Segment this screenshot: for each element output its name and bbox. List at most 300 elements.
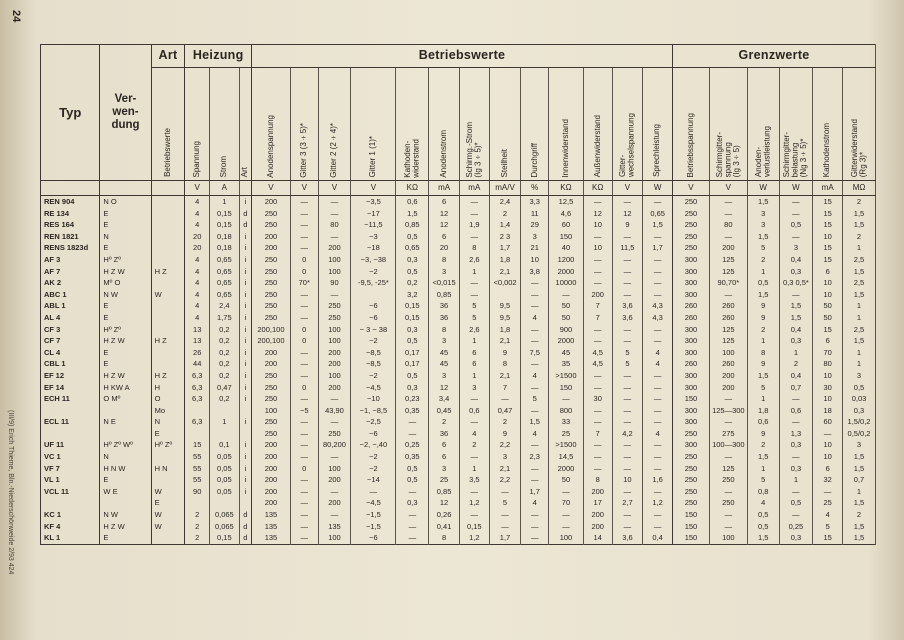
table-cell: — <box>643 370 673 382</box>
table-cell: 1,4 <box>489 219 521 231</box>
table-cell: 0,05 <box>210 486 240 498</box>
table-cell: 0,7 <box>843 474 876 486</box>
table-cell: H Z W <box>100 266 151 278</box>
table-cell: — <box>612 405 643 417</box>
table-cell: — <box>779 509 813 521</box>
table-cell: 250 <box>252 393 291 405</box>
table-cell: 10 <box>813 289 843 301</box>
table-cell: 9 <box>747 300 779 312</box>
table-cell: 3,8 <box>521 266 549 278</box>
table-cell: 36 <box>429 312 460 324</box>
table-cell: 0,3 <box>779 335 813 347</box>
unit-cell: A <box>210 181 240 196</box>
table-cell: 300 <box>673 405 710 417</box>
table-row <box>41 451 876 463</box>
table-cell: 70* <box>290 277 318 289</box>
table-cell: 1,2 <box>459 532 489 544</box>
table-cell: 200 <box>252 474 291 486</box>
table-cell: 0,85 <box>429 486 460 498</box>
table-cell: H N <box>151 463 185 475</box>
table-cell: −11,5 <box>351 219 396 231</box>
table-cell: — <box>459 196 489 208</box>
table-cell: — <box>318 509 351 521</box>
table-row <box>41 474 876 486</box>
table-cell: 0,5 <box>779 219 813 231</box>
table-cell: 32 <box>813 474 843 486</box>
table-cell: — <box>521 509 549 521</box>
table-row <box>41 358 876 370</box>
table-cell: 2,1 <box>489 335 521 347</box>
table-cell: 5 <box>612 358 643 370</box>
table-cell: — <box>459 289 489 301</box>
table-cell: — <box>459 393 489 405</box>
table-cell: — <box>612 196 643 208</box>
table-cell: E <box>100 300 151 312</box>
table-cell: 0,6 <box>747 416 779 428</box>
table-cell: 100 <box>549 532 584 544</box>
table-cell: 250 <box>673 242 710 254</box>
table-cell: 200 <box>252 347 291 359</box>
table-cell: — <box>779 208 813 220</box>
table-cell: i <box>239 474 251 486</box>
table-cell: 250 <box>673 219 710 231</box>
table-cell: 200 <box>252 497 291 509</box>
table-cell <box>239 428 251 440</box>
table-cell: 0,2 <box>210 347 240 359</box>
table-cell: 260 <box>673 300 710 312</box>
column-header: Steilheit <box>489 68 521 181</box>
table-cell: 250 <box>673 428 710 440</box>
table-cell <box>151 532 185 544</box>
table-cell: 10 <box>813 277 843 289</box>
table-cell: — <box>290 358 318 370</box>
unit-cell <box>100 181 151 196</box>
table-cell: 1,5 <box>747 289 779 301</box>
table-cell: −2 <box>351 335 396 347</box>
table-cell: 200 <box>709 242 747 254</box>
table-cell: 25 <box>429 474 460 486</box>
column-header: Sprechleistung <box>643 68 673 181</box>
table-cell: <0,002 <box>489 277 521 289</box>
table-cell: — <box>318 451 351 463</box>
table-cell: — <box>643 509 673 521</box>
table-cell: — <box>290 312 318 324</box>
table-cell: — <box>521 324 549 336</box>
table-cell: 90 <box>185 486 210 498</box>
table-cell: i <box>239 335 251 347</box>
table-cell: 10 <box>813 451 843 463</box>
table-cell: 4,6 <box>549 208 584 220</box>
table-cell: — <box>290 219 318 231</box>
table-cell: N <box>100 231 151 243</box>
table-cell: −2 <box>351 266 396 278</box>
table-cell: 0,5/0,2 <box>843 428 876 440</box>
table-cell: 8 <box>583 474 612 486</box>
table-cell: 250 <box>673 486 710 498</box>
table-cell: E <box>100 474 151 486</box>
table-cell: 15 <box>813 242 843 254</box>
table-cell: — <box>521 439 549 451</box>
table-cell: E <box>151 428 185 440</box>
table-cell: — <box>709 196 747 208</box>
table-cell: 1,5 <box>843 289 876 301</box>
table-cell: — <box>612 266 643 278</box>
table-cell: 30 <box>583 393 612 405</box>
table-cell: 5 <box>747 242 779 254</box>
table-cell: 100 <box>318 254 351 266</box>
table-cell: 0 <box>290 324 318 336</box>
table-cell: 250 <box>673 463 710 475</box>
table-cell: H Z W <box>100 370 151 382</box>
table-cell: 250 <box>252 382 291 394</box>
tube-type-cell <box>41 428 100 440</box>
column-header: Außenwiderstand <box>583 68 612 181</box>
table-row <box>41 393 876 405</box>
table-row <box>41 242 876 254</box>
table-cell: — <box>290 509 318 521</box>
table-cell: — <box>290 497 318 509</box>
table-cell: −3, −38 <box>351 254 396 266</box>
table-cell <box>151 358 185 370</box>
table-cell: — <box>643 405 673 417</box>
table-cell: 25 <box>549 428 584 440</box>
tube-type-cell: CF 3 <box>41 324 100 336</box>
table-cell: 1,5 <box>843 463 876 475</box>
table-cell: 0,45 <box>429 405 460 417</box>
table-cell: 1 <box>747 393 779 405</box>
table-cell: 9 <box>489 347 521 359</box>
table-cell: — <box>779 486 813 498</box>
page-number: 24 <box>10 10 22 23</box>
table-cell: 80 <box>709 219 747 231</box>
table-cell: >1500 <box>549 370 584 382</box>
table-cell: 1,7 <box>521 486 549 498</box>
table-cell: 150 <box>673 532 710 544</box>
table-cell: 200,100 <box>252 324 291 336</box>
table-cell: H N W <box>100 463 151 475</box>
column-header: Gitter 2 (2÷4)* <box>318 68 351 181</box>
tube-data-table <box>40 44 876 545</box>
table-cell: 2,7 <box>612 497 643 509</box>
table-cell: — <box>459 231 489 243</box>
table-cell: 15 <box>813 219 843 231</box>
table-cell: — <box>459 208 489 220</box>
table-cell: E <box>100 312 151 324</box>
table-cell: 0,3 <box>779 439 813 451</box>
table-cell: 1,75 <box>210 312 240 324</box>
table-cell: i <box>239 358 251 370</box>
table-cell: 3 <box>429 463 460 475</box>
table-cell: −5 <box>290 405 318 417</box>
table-cell: — <box>709 393 747 405</box>
table-cell: 3 <box>489 451 521 463</box>
table-cell: E <box>100 347 151 359</box>
table-cell: — <box>318 196 351 208</box>
table-cell: −10 <box>351 393 396 405</box>
heizung-group-header: Heizung <box>185 45 252 68</box>
table-cell: 1,5 <box>843 497 876 509</box>
table-cell: 1 <box>459 463 489 475</box>
table-cell: 2,5 <box>843 254 876 266</box>
table-cell <box>151 347 185 359</box>
tube-type-cell: EF 14 <box>41 382 100 394</box>
table-cell: 0,5 <box>396 463 429 475</box>
table-cell: N <box>151 416 185 428</box>
table-cell: 0,15 <box>396 300 429 312</box>
table-cell: 0,2 <box>210 324 240 336</box>
table-cell: 4 <box>643 358 673 370</box>
table-cell: — <box>643 521 673 533</box>
table-cell: 300 <box>673 370 710 382</box>
table-cell: i <box>239 370 251 382</box>
table-cell: 0,6 <box>779 405 813 417</box>
table-cell: N W <box>100 509 151 521</box>
table-cell: 1 <box>459 335 489 347</box>
table-cell: d <box>239 208 251 220</box>
table-cell: 200 <box>318 242 351 254</box>
table-cell: 5 <box>459 312 489 324</box>
table-cell: 0,065 <box>210 521 240 533</box>
table-cell: 12 <box>583 208 612 220</box>
table-cell: -9,5, -25* <box>351 277 396 289</box>
table-cell: 100 <box>318 335 351 347</box>
table-cell: 15 <box>813 196 843 208</box>
table-cell: 2 <box>429 416 460 428</box>
table-cell: 45 <box>549 347 584 359</box>
table-cell: 21 <box>521 242 549 254</box>
table-cell: >1500 <box>549 439 584 451</box>
table-cell: 7 <box>489 382 521 394</box>
table-cell: — <box>612 231 643 243</box>
table-cell <box>185 405 210 417</box>
table-cell: — <box>290 521 318 533</box>
table-cell: — <box>583 405 612 417</box>
table-cell: — <box>459 277 489 289</box>
table-cell: 250 <box>673 497 710 509</box>
table-row <box>41 312 876 324</box>
table-cell: 80 <box>813 358 843 370</box>
table-cell: i <box>239 277 251 289</box>
table-cell: −3 <box>351 231 396 243</box>
table-cell: Hº Zº <box>100 324 151 336</box>
table-cell: 0,3 <box>396 497 429 509</box>
column-header: Schirmg.-Strom (Ig 3÷5)* <box>459 68 489 181</box>
table-cell: 250 <box>318 300 351 312</box>
table-cell: — <box>290 416 318 428</box>
table-cell: — <box>643 231 673 243</box>
table-cell: 10 <box>612 474 643 486</box>
table-cell: 7 <box>583 312 612 324</box>
table-cell: O <box>151 393 185 405</box>
table-cell: 2,2 <box>489 439 521 451</box>
table-cell: 3,6 <box>612 532 643 544</box>
table-cell: — <box>612 335 643 347</box>
table-cell: 0,15 <box>210 532 240 544</box>
table-row <box>41 521 876 533</box>
table-cell: 4 <box>185 289 210 301</box>
table-cell: 300 <box>673 324 710 336</box>
table-cell: 50 <box>549 312 584 324</box>
table-cell: 9 <box>489 428 521 440</box>
table-cell: — <box>521 289 549 301</box>
table-cell: 2000 <box>549 463 584 475</box>
table-cell: i <box>239 451 251 463</box>
tube-type-cell: VL 1 <box>41 474 100 486</box>
art-group-header: Art <box>151 45 185 68</box>
table-cell: — <box>318 393 351 405</box>
tube-type-cell: REN 1821 <box>41 231 100 243</box>
table-cell: — <box>521 521 549 533</box>
table-cell: 100 <box>709 532 747 544</box>
table-cell: 0,5 <box>396 474 429 486</box>
table-cell: 200 <box>252 231 291 243</box>
table-cell: 7,5 <box>521 347 549 359</box>
printer-note: (III/9) Erich Thieme, Bln.-Niederschönweide 2/93 424 <box>7 410 14 575</box>
table-cell: i <box>239 393 251 405</box>
table-cell: 4,2 <box>612 428 643 440</box>
table-cell: 6 <box>813 266 843 278</box>
table-cell <box>151 300 185 312</box>
table-cell: 250 <box>318 428 351 440</box>
table-cell: −1,5 <box>351 509 396 521</box>
table-cell: 135 <box>252 509 291 521</box>
table-cell: 100 <box>318 266 351 278</box>
table-cell: 1,5 <box>843 335 876 347</box>
table-cell: — <box>583 196 612 208</box>
table-row <box>41 439 876 451</box>
table-row <box>41 254 876 266</box>
table-cell: — <box>489 486 521 498</box>
table-cell: 0 <box>290 254 318 266</box>
table-cell: 7 <box>583 428 612 440</box>
table-cell: — <box>521 358 549 370</box>
tube-type-cell: RES 164 <box>41 219 100 231</box>
table-row <box>41 382 876 394</box>
table-cell: 6 <box>813 463 843 475</box>
table-cell: 4 <box>185 312 210 324</box>
table-cell: 10 <box>583 242 612 254</box>
table-cell: — <box>549 486 584 498</box>
table-cell: — <box>549 393 584 405</box>
table-cell: — <box>521 474 549 486</box>
table-cell: 9,5 <box>489 312 521 324</box>
table-cell: — <box>612 382 643 394</box>
table-cell: 55 <box>185 463 210 475</box>
table-cell: 100 <box>252 405 291 417</box>
unit-cell: W <box>643 181 673 196</box>
table-cell: 5 <box>489 497 521 509</box>
table-cell: 1,3 <box>779 428 813 440</box>
table-cell: 250 <box>252 277 291 289</box>
table-cell: — <box>459 416 489 428</box>
column-header: Kathodenstrom <box>813 68 843 181</box>
table-cell: W <box>151 521 185 533</box>
table-cell: 200 <box>318 474 351 486</box>
table-cell: 11 <box>521 208 549 220</box>
table-cell: 1,5 <box>779 300 813 312</box>
table-cell: 4,3 <box>643 300 673 312</box>
table-cell: — <box>779 393 813 405</box>
tube-type-cell: CL 4 <box>41 347 100 359</box>
table-cell: — <box>521 277 549 289</box>
table-cell: 1,5 <box>843 532 876 544</box>
table-cell: — <box>612 370 643 382</box>
table-cell: −2 <box>351 370 396 382</box>
table-cell: 45 <box>429 347 460 359</box>
table-cell: 4 <box>185 208 210 220</box>
table-cell: 1,5 <box>643 219 673 231</box>
table-cell: d <box>239 532 251 544</box>
table-cell: — <box>779 196 813 208</box>
table-cell: 250 <box>252 370 291 382</box>
table-row <box>41 428 876 440</box>
table-cell: — <box>643 451 673 463</box>
table-cell: — <box>521 335 549 347</box>
unit-cell: mA <box>429 181 460 196</box>
column-header: Strom <box>210 68 240 181</box>
table-cell <box>151 208 185 220</box>
table-cell: 4 <box>521 428 549 440</box>
table-cell: 15 <box>185 439 210 451</box>
tube-type-cell: RENS 1823d <box>41 242 100 254</box>
table-cell: — <box>643 486 673 498</box>
table-cell <box>185 428 210 440</box>
table-cell: 0,35 <box>396 405 429 417</box>
table-cell: 5 <box>521 393 549 405</box>
table-cell: 200 <box>709 382 747 394</box>
table-cell: — <box>612 324 643 336</box>
table-cell: 3 <box>429 370 460 382</box>
table-cell: 4,5 <box>583 347 612 359</box>
tube-type-cell: UF 11 <box>41 439 100 451</box>
table-cell: 0,5 <box>843 382 876 394</box>
table-cell: 13 <box>185 324 210 336</box>
table-cell: 1 <box>459 370 489 382</box>
table-cell: 0,3 <box>396 254 429 266</box>
unit-cell <box>41 181 100 196</box>
table-cell: — <box>290 451 318 463</box>
table-cell: — <box>643 382 673 394</box>
table-cell: i <box>239 231 251 243</box>
table-cell: 5 <box>813 521 843 533</box>
table-cell: 0,4 <box>779 254 813 266</box>
table-cell: 11,5 <box>612 242 643 254</box>
table-cell: 100—300 <box>709 439 747 451</box>
table-cell <box>151 231 185 243</box>
table-cell: E <box>100 358 151 370</box>
tube-type-cell: AK 2 <box>41 277 100 289</box>
tube-type-cell: ABL 1 <box>41 300 100 312</box>
table-cell: i <box>239 347 251 359</box>
table-cell <box>210 497 240 509</box>
table-cell: i <box>239 382 251 394</box>
table-cell <box>210 428 240 440</box>
unit-cell: KΩ <box>583 181 612 196</box>
unit-cell: KΩ <box>549 181 584 196</box>
table-cell: 2 <box>185 532 210 544</box>
table-cell: 0,03 <box>843 393 876 405</box>
table-cell: 10 <box>813 231 843 243</box>
table-cell: 150 <box>673 521 710 533</box>
table-cell: 4 <box>521 370 549 382</box>
table-cell: 300 <box>673 277 710 289</box>
tube-type-cell: VF 7 <box>41 463 100 475</box>
table-cell <box>100 405 151 417</box>
table-cell: — <box>709 208 747 220</box>
column-header: Innenwiderstand <box>549 68 584 181</box>
table-cell: — <box>290 428 318 440</box>
table-cell: 0,5 <box>396 231 429 243</box>
